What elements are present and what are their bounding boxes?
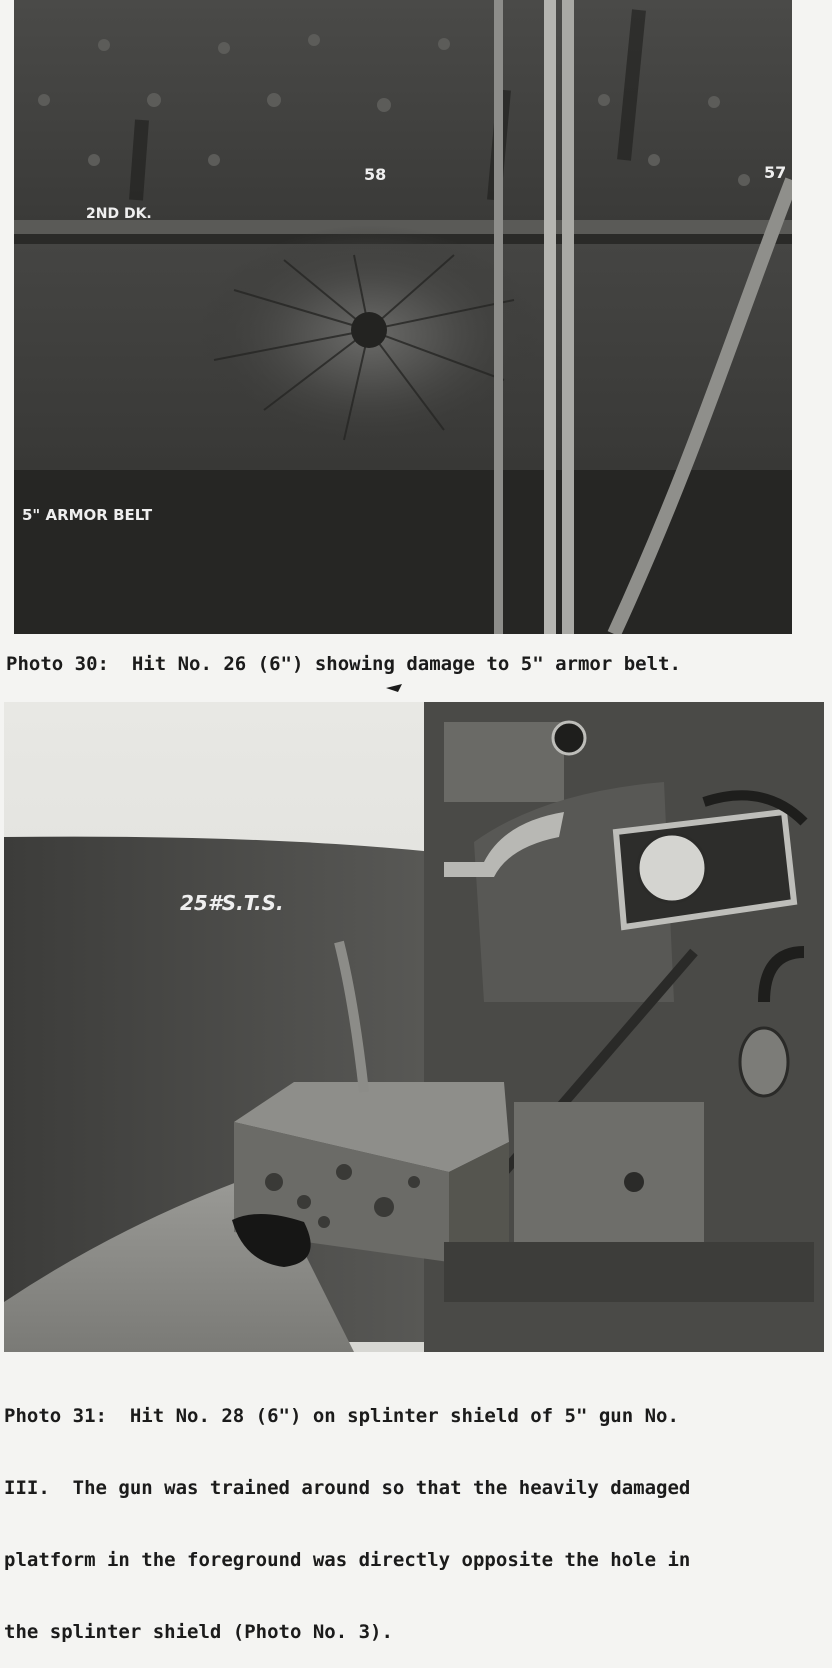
caption-line: the splinter shield (Photo No. 3). [4, 1621, 393, 1643]
caption-line: III. The gun was trained around so that the heavily damaged [4, 1477, 691, 1499]
photo-30-armor-belt [14, 0, 792, 634]
photo-30-image [14, 0, 792, 634]
caption-line: platform in the foreground was directly opposite the hole in [4, 1549, 691, 1571]
caption-line: Photo 31: Hit No. 28 (6") on splinter shield of 5" gun No. [4, 1405, 679, 1427]
arrow-pointer-icon [386, 684, 402, 692]
frame-58-marking: 58 [364, 165, 387, 184]
photo-31-image [4, 702, 824, 1352]
photo-31-caption [4, 1356, 690, 1668]
photo-31-splinter-shield [4, 702, 824, 1352]
frame-57-marking: 57 [764, 163, 787, 182]
photo-30-caption: Photo 30: Hit No. 26 (6") showing damage to 5" armor belt. [6, 653, 681, 675]
shield-marking: 25#S.T.S. [180, 891, 284, 915]
deck-marking: 2ND DK. [86, 206, 152, 222]
armor-belt-marking: 5" ARMOR BELT [22, 506, 153, 524]
